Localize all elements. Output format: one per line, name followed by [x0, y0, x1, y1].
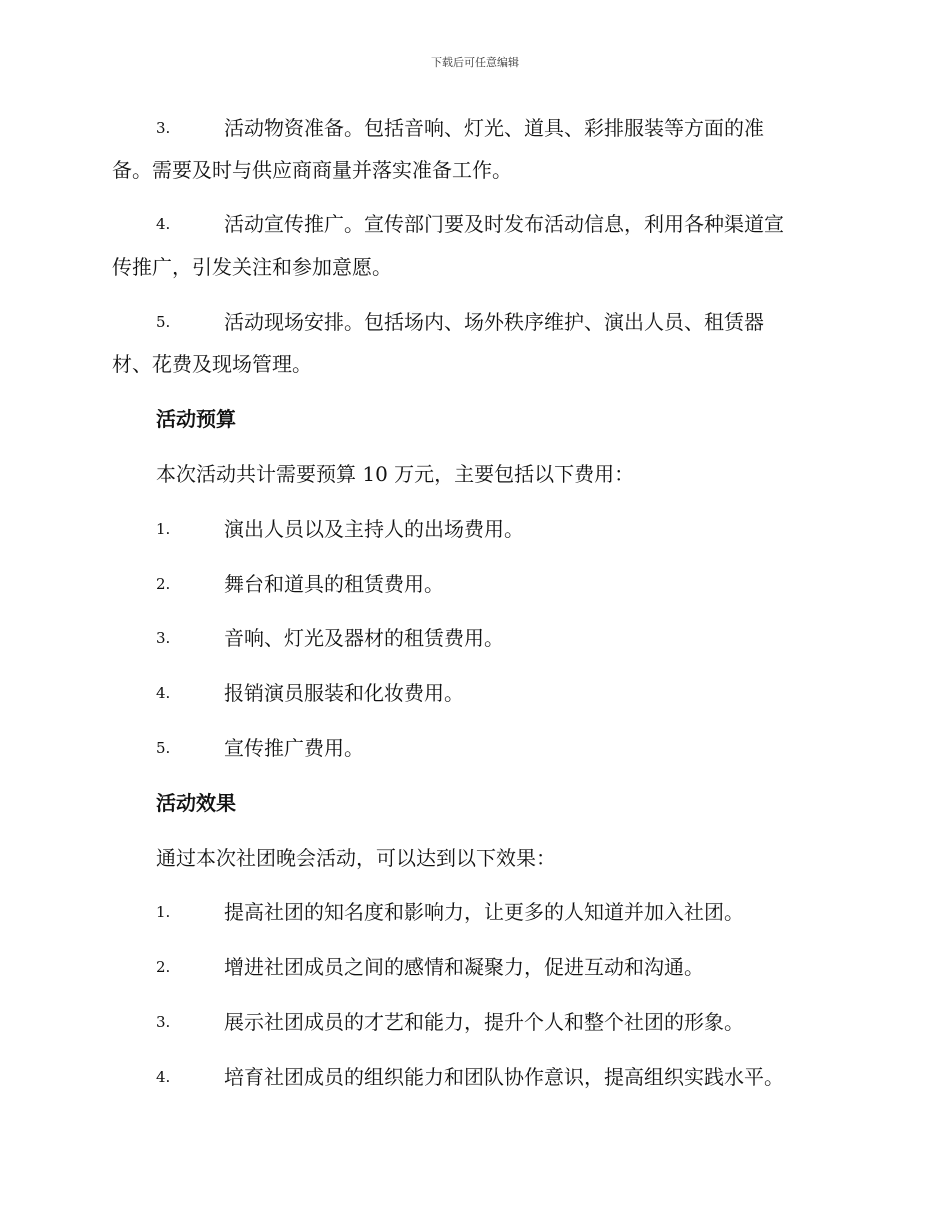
list-item-continuation: 备。需要及时与供应商商量并落实准备工作。 — [112, 158, 512, 182]
list-item-number: 1. — [156, 903, 171, 921]
list-item-number: 2. — [156, 575, 171, 593]
list-item-text: 展示社团成员的才艺和能力，提升个人和整个社团的形象。 — [224, 1010, 744, 1034]
list-item-text: 培育社团成员的组织能力和团队协作意识，提高组织实践水平。 — [224, 1065, 784, 1089]
list-item-number: 4. — [156, 215, 171, 233]
list-item-text: 活动物资准备。包括音响、灯光、道具、彩排服装等方面的准 — [224, 116, 764, 140]
list-item-number: 2. — [156, 958, 171, 976]
budget-intro: 本次活动共计需要预算 10 万元，主要包括以下费用： — [156, 462, 635, 486]
section-heading-budget: 活动预算 — [156, 407, 236, 431]
list-item-text: 提高社团的知名度和影响力，让更多的人知道并加入社团。 — [224, 900, 744, 924]
list-item-number: 1. — [156, 520, 171, 538]
list-item-number: 5. — [156, 739, 171, 757]
list-item-text: 报销演员服装和化妆费用。 — [224, 681, 464, 705]
effects-intro: 通过本次社团晚会活动，可以达到以下效果： — [156, 846, 556, 870]
list-item-number: 5. — [156, 313, 171, 331]
list-item-number: 3. — [156, 119, 171, 137]
list-item-text: 活动宣传推广。宣传部门要及时发布活动信息，利用各种渠道宣 — [224, 212, 784, 236]
list-item-continuation: 传推广，引发关注和参加意愿。 — [112, 255, 392, 279]
list-item-text: 音响、灯光及器材的租赁费用。 — [224, 626, 504, 650]
list-item-text: 演出人员以及主持人的出场费用。 — [224, 517, 524, 541]
list-item-continuation: 材、花费及现场管理。 — [112, 352, 312, 376]
section-heading-effects: 活动效果 — [156, 791, 236, 815]
list-item-number: 4. — [156, 684, 171, 702]
list-item-number: 4. — [156, 1068, 171, 1086]
list-item-text: 活动现场安排。包括场内、场外秩序维护、演出人员、租赁器 — [224, 310, 764, 334]
list-item-text: 增进社团成员之间的感情和凝聚力，促进互动和沟通。 — [224, 955, 704, 979]
list-item-number: 3. — [156, 629, 171, 647]
page-header: 下载后可任意编辑 — [431, 56, 519, 69]
list-item-text: 舞台和道具的租赁费用。 — [224, 572, 444, 596]
list-item-number: 3. — [156, 1013, 171, 1031]
list-item-text: 宣传推广费用。 — [224, 736, 364, 760]
